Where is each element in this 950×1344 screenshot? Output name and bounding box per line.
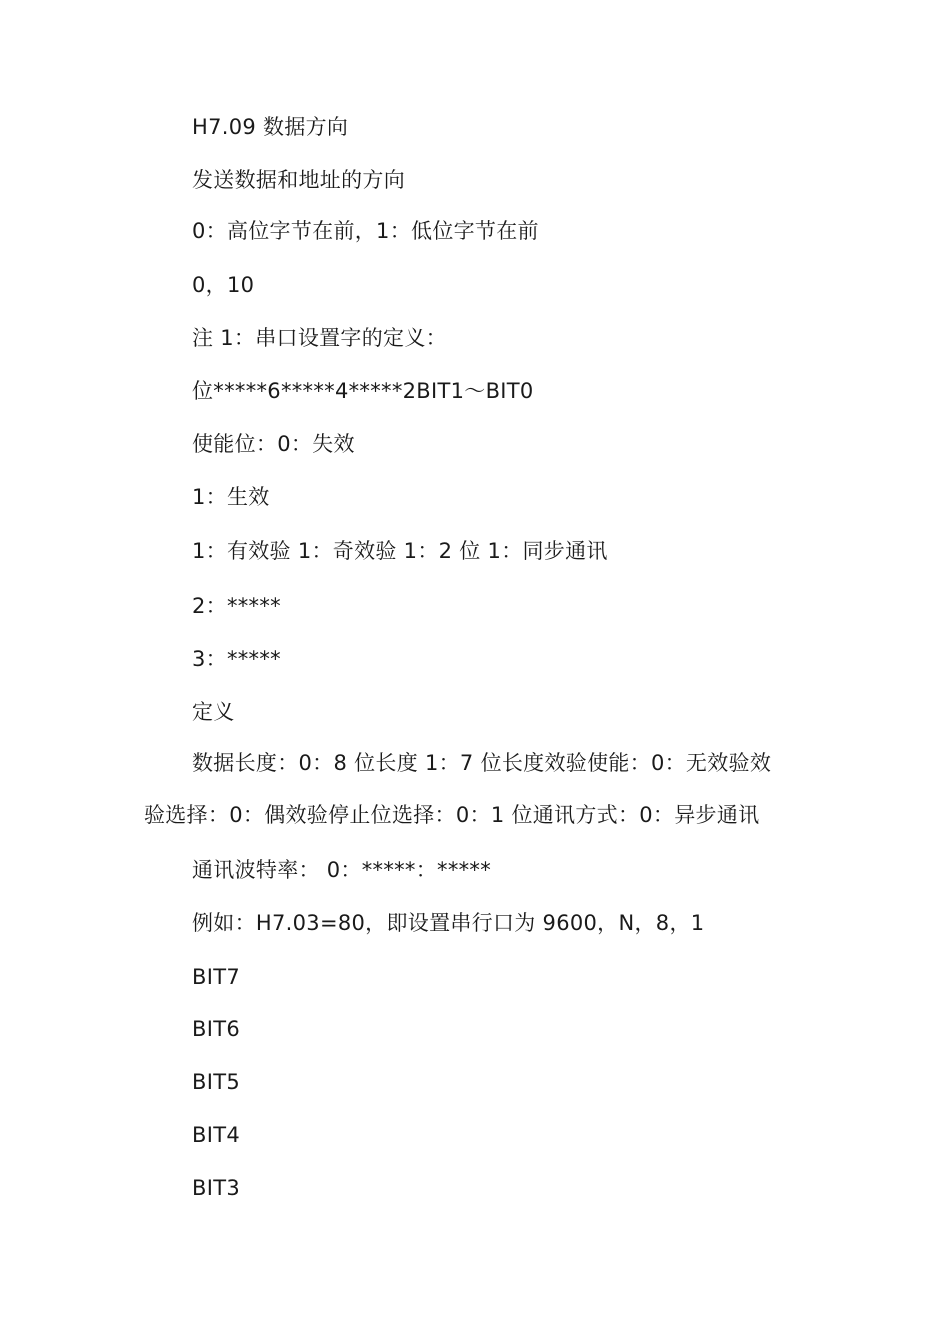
text-line: 1：有效验 1：奇效验 1：2 位 1：同步通讯 — [192, 539, 608, 563]
text-line: 0：高位字节在前，1：低位字节在前 — [192, 219, 539, 243]
text-line: 使能位：0：失效 — [192, 432, 355, 456]
section-heading: H7.09 数据方向 — [192, 115, 349, 139]
text-line: 验选择：0：偶效验停止位选择：0：1 位通讯方式：0：异步通讯 — [144, 803, 760, 827]
text-line: 位*****6*****4*****2BIT1～BIT0 — [192, 379, 534, 403]
text-line: 数据长度：0：8 位长度 1：7 位长度效验使能：0：无效验效 — [192, 751, 772, 775]
text-line: BIT7 — [192, 965, 240, 989]
text-line: 通讯波特率： 0：*****：***** — [192, 858, 492, 882]
text-line: BIT4 — [192, 1123, 240, 1147]
text-line: 1：生效 — [192, 485, 270, 509]
text-line: BIT5 — [192, 1070, 240, 1094]
text-line: BIT3 — [192, 1176, 240, 1200]
text-line: 0，10 — [192, 273, 255, 297]
text-line: 注 1：串口设置字的定义： — [192, 326, 447, 350]
text-line: 2：***** — [192, 594, 281, 618]
text-line: 定义 — [192, 700, 235, 724]
text-line: 发送数据和地址的方向 — [192, 168, 405, 192]
text-line: 例如：H7.03=80，即设置串行口为 9600，N，8，1 — [192, 911, 705, 935]
text-line: 3：***** — [192, 647, 281, 671]
text-line: BIT6 — [192, 1017, 240, 1041]
